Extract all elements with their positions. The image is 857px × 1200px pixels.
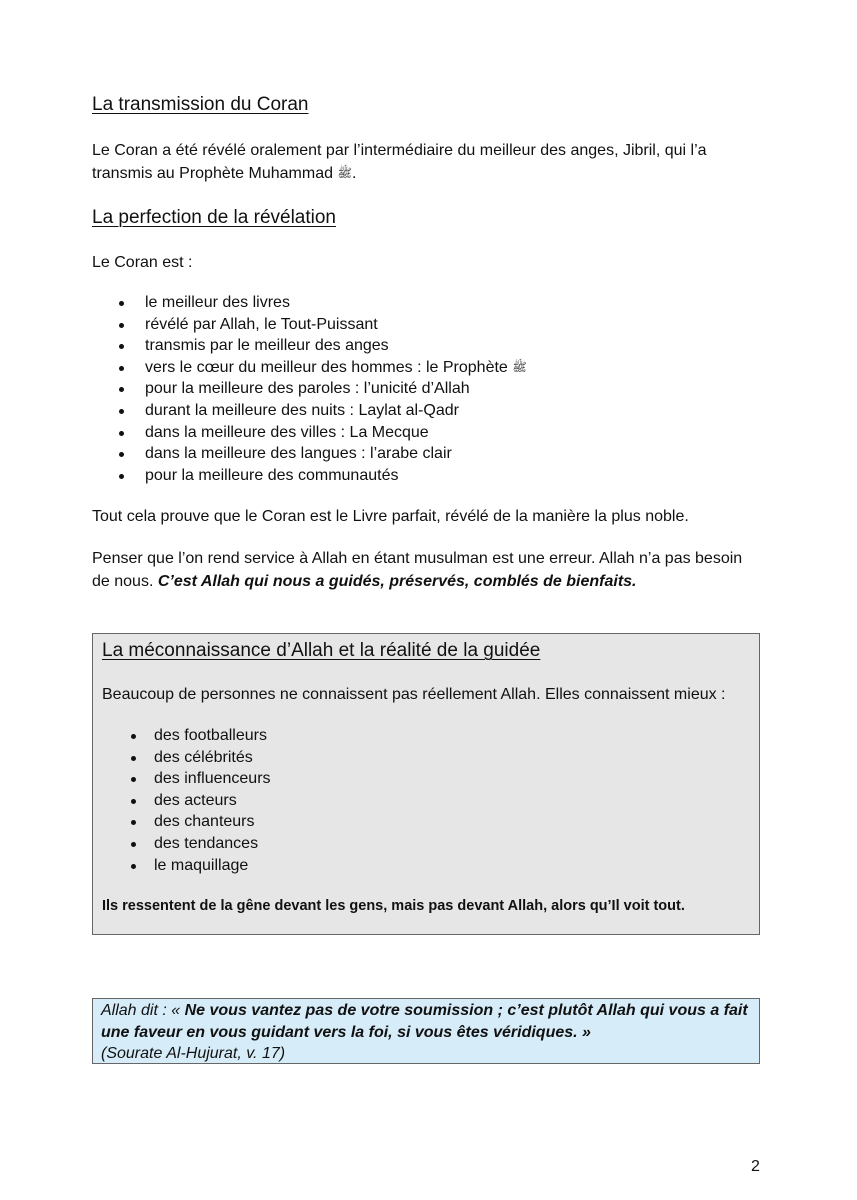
quote-lead: Allah dit : « <box>101 1002 181 1019</box>
list-item: des footballeurs <box>102 725 750 747</box>
heading-meconnaissance: La méconnaissance d’Allah et la réalité de la guidée <box>102 640 541 661</box>
quote-reference: (Sourate Al-Hujurat, v. 17) <box>101 1045 286 1062</box>
list-item: des célébrités <box>102 747 750 769</box>
transmission-period: . <box>351 165 357 182</box>
pbuh-glyph: ﷺ <box>337 166 352 180</box>
service-bold-text: C’est Allah qui nous a guidés, préservés, comblés de bienfaits. <box>157 573 637 591</box>
list-item: pour la meilleure des communautés <box>92 465 762 487</box>
list-item: des chanteurs <box>102 811 750 833</box>
list-item: dans la meilleure des langues : l’arabe clair <box>92 443 762 465</box>
quote-text <box>101 1000 751 1043</box>
meconnaissance-list <box>102 725 750 876</box>
pbuh-glyph: ﷺ <box>512 359 527 374</box>
list-item <box>92 357 762 379</box>
list-item: le meilleur des livres <box>92 292 762 314</box>
list-item: pour la meilleure des paroles : l’unicité d’Allah <box>92 378 762 400</box>
list-item: des influenceurs <box>102 768 750 790</box>
list-item: transmis par le meilleur des anges <box>92 335 762 357</box>
list-item: des tendances <box>102 833 750 855</box>
service-paragraph <box>92 547 762 593</box>
list-item: dans la meilleure des villes : La Mecque <box>92 422 762 444</box>
quote-box <box>92 998 760 1064</box>
main-content <box>92 92 762 593</box>
list-item: révélé par Allah, le Tout-Puissant <box>92 314 762 336</box>
meconnaissance-bold-line: Ils ressentent de la gêne devant les gens, mais pas devant Allah, alors qu’Il voit tout. <box>102 898 685 915</box>
paragraph-transmission <box>92 139 762 185</box>
perfection-conclusion: Tout cela prouve que le Coran est le Livre parfait, révélé de la manière la plus noble. <box>92 508 689 526</box>
heading-perfection: La perfection de la révélation <box>92 207 336 228</box>
list-item: le maquillage <box>102 855 750 877</box>
service-text: Penser que l’on rend service à Allah en étant musulman est une erreur. Allah n’a pas besoin de nous. <box>92 550 743 591</box>
perfection-intro: Le Coran est : <box>92 254 193 271</box>
heading-transmission: La transmission du Coran <box>92 94 309 115</box>
transmission-text: Le Coran a été révélé oralement par l’intermédiaire du meilleur des anges, Jibril, qui l’a transmis au Prophète Muhammad <box>92 142 707 182</box>
page-number: 2 <box>751 1158 760 1175</box>
list-item: des acteurs <box>102 790 750 812</box>
list-item: durant la meilleure des nuits : Laylat al-Qadr <box>92 400 762 422</box>
meconnaissance-box <box>92 633 760 935</box>
meconnaissance-intro: Beaucoup de personnes ne connaissent pas réellement Allah. Elles connaissent mieux : <box>102 686 726 703</box>
quote-verse: Ne vous vantez pas de votre soumission ; c’est plutôt Allah qui vous a fait une faveur en vous guidant vers la foi, si vous êtes véridiques. » <box>101 1002 748 1041</box>
perfection-list <box>92 292 762 486</box>
list-item-text: vers le cœur du meilleur des hommes : le Prophète <box>145 358 508 376</box>
